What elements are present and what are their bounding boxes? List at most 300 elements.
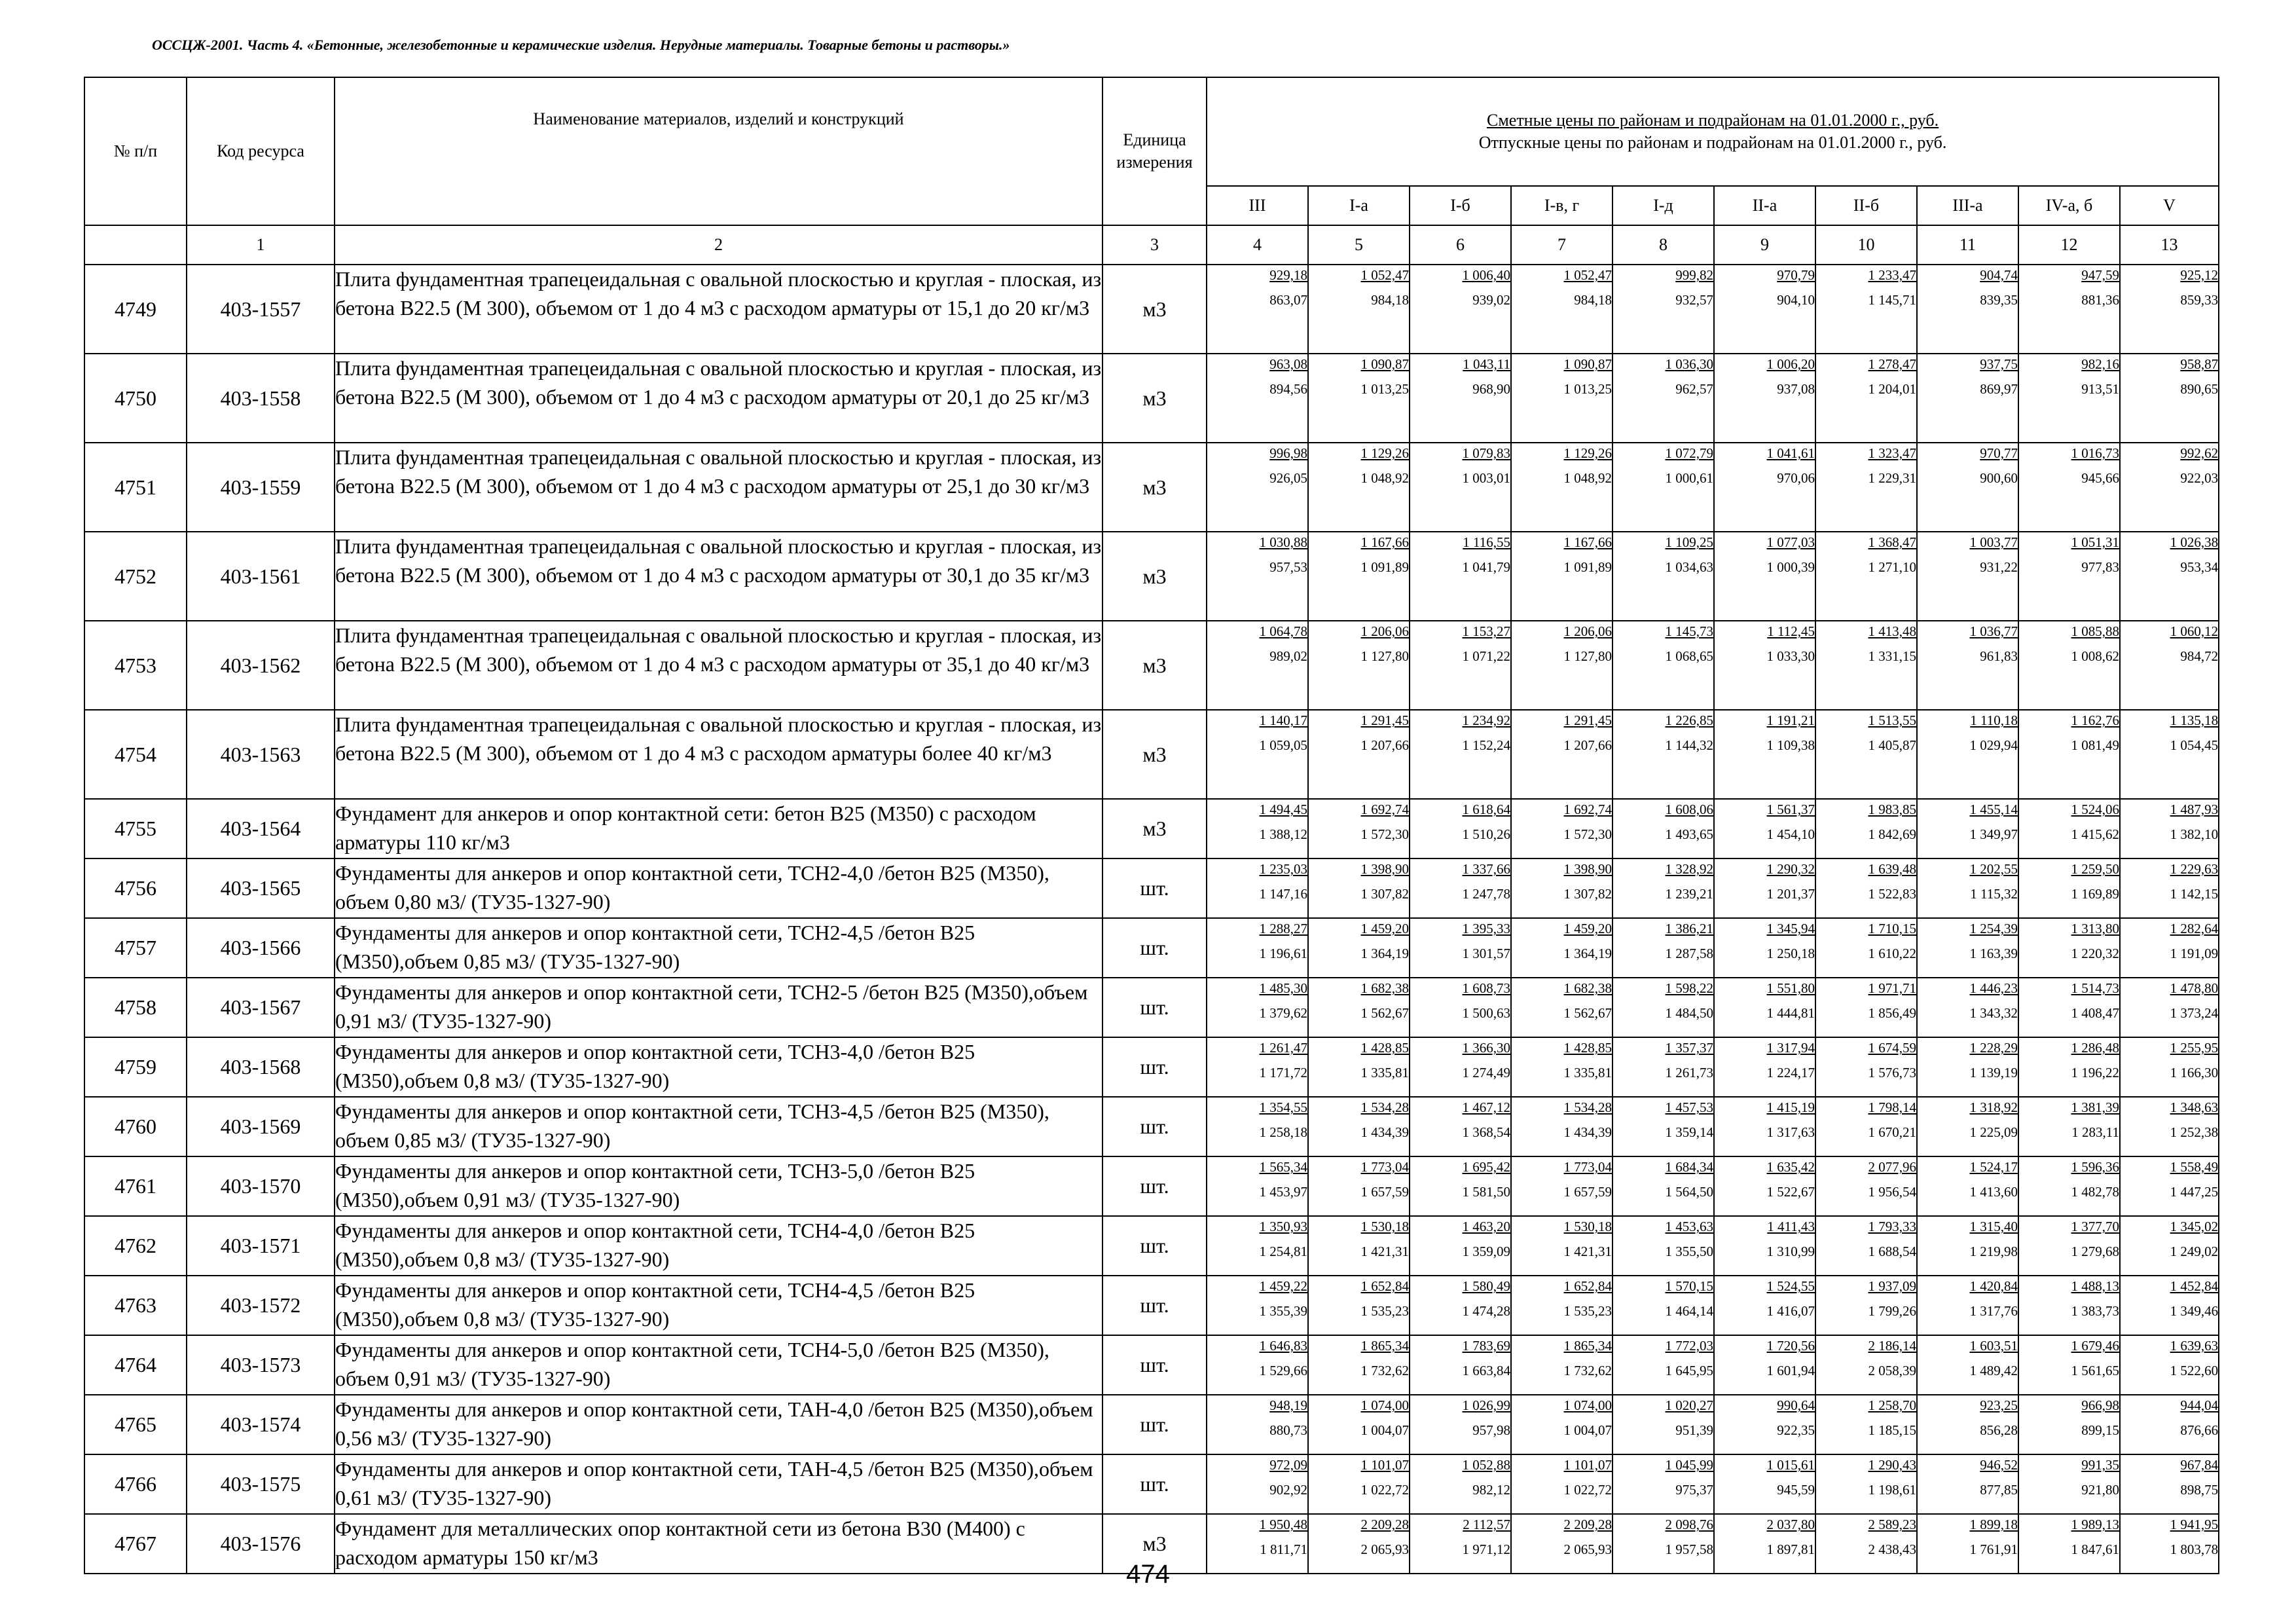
estimate-price: 1 608,06 (1665, 802, 1713, 817)
release-price: 1 310,99 (1766, 1243, 1815, 1259)
release-price: 1 657,59 (1563, 1183, 1612, 1200)
price-cell (1714, 978, 1815, 1037)
estimate-price: 2 037,80 (1766, 1517, 1815, 1532)
estimate-price: 1 030,88 (1259, 534, 1307, 550)
region-header: II-б (1815, 186, 1917, 225)
release-price: 1 413,60 (1969, 1183, 2018, 1200)
estimate-price: 1 233,47 (1868, 267, 1916, 283)
estimate-price: 1 116,55 (1463, 534, 1510, 550)
price-cell (1207, 1276, 1308, 1335)
release-price: 1 349,46 (2170, 1302, 2219, 1319)
price-cell (1410, 1335, 1511, 1395)
estimate-price: 1 413,48 (1868, 623, 1916, 639)
release-price: 1 562,67 (1563, 1005, 1612, 1021)
release-price: 922,35 (1777, 1422, 1815, 1438)
price-cell (1207, 799, 1308, 858)
release-price: 1 364,19 (1360, 945, 1409, 961)
price-cell (1815, 265, 1917, 354)
price-cell (1613, 1156, 1714, 1216)
resource-code: 403-1565 (187, 858, 335, 918)
row-number: 4752 (84, 532, 187, 621)
estimate-price: 1 229,63 (2170, 861, 2219, 877)
price-cell (1613, 1216, 1714, 1276)
release-price: 1 317,76 (1969, 1302, 2018, 1319)
row-number: 4749 (84, 265, 187, 354)
table-row (84, 1335, 2219, 1395)
release-price: 1 054,45 (2170, 737, 2219, 753)
resource-code: 403-1566 (187, 918, 335, 978)
estimate-price: 1 072,79 (1665, 445, 1713, 461)
estimate-price: 1 015,61 (1766, 1457, 1815, 1473)
estimate-price: 1 350,93 (1259, 1219, 1307, 1234)
price-cell (1410, 532, 1511, 621)
release-price: 1 434,39 (1563, 1124, 1612, 1140)
price-cell (1714, 1454, 1815, 1514)
release-price: 984,18 (1574, 291, 1612, 308)
column-number-empty (84, 225, 187, 265)
column-number: 1 (187, 225, 335, 265)
estimate-price: 1 226,85 (1665, 712, 1713, 728)
release-price: 1 799,26 (1868, 1302, 1916, 1319)
release-price: 1 368,54 (1462, 1124, 1510, 1140)
estimate-price: 1 052,47 (1360, 267, 1409, 283)
release-price: 1 000,39 (1766, 559, 1815, 575)
release-price: 1 185,15 (1868, 1422, 1916, 1438)
release-price: 1 331,15 (1868, 648, 1916, 664)
table-row (84, 1097, 2219, 1156)
release-price: 1 379,62 (1259, 1005, 1307, 1021)
price-cell (2018, 1395, 2120, 1454)
release-price: 1 249,02 (2170, 1243, 2219, 1259)
column-number: 5 (1308, 225, 1410, 265)
region-header: V (2120, 186, 2219, 225)
release-price: 1 225,09 (1969, 1124, 2018, 1140)
material-name: Фундамент для металлических опор контактной сети из бетона В30 (М400) с расходом арматуры 150 кг/м3 (335, 1514, 1102, 1574)
unit-cell: шт. (1102, 918, 1207, 978)
price-cell (1917, 443, 2018, 532)
release-price: 2 058,39 (1868, 1362, 1916, 1378)
estimate-price: 1 467,12 (1462, 1099, 1510, 1115)
estimate-price: 1 428,85 (1563, 1040, 1612, 1056)
estimate-price: 991,35 (2081, 1457, 2119, 1473)
price-cell (2120, 799, 2219, 858)
release-price: 1 688,54 (1868, 1243, 1916, 1259)
release-price: 1 421,31 (1360, 1243, 1409, 1259)
table-row (84, 858, 2219, 918)
release-price: 1 500,63 (1462, 1005, 1510, 1021)
price-cell (1917, 710, 2018, 799)
estimate-price: 1 937,09 (1868, 1278, 1916, 1294)
unit-cell: м3 (1102, 1514, 1207, 1574)
release-price: 1 572,30 (1563, 826, 1612, 842)
material-name: Плита фундаментная трапецеидальная с овальной плоскостью и круглая - плоская, из бетона В22.5 (М 300), объемом от 1 до 4 м3 с расходом арматуры от 25,1 до 30 кг/м3 (335, 443, 1102, 532)
price-cell (2018, 918, 2120, 978)
row-number: 4760 (84, 1097, 187, 1156)
unit-cell: шт. (1102, 858, 1207, 918)
column-number: 4 (1207, 225, 1308, 265)
price-cell (1308, 532, 1410, 621)
estimate-price: 963,08 (1269, 356, 1307, 372)
price-cell (1714, 710, 1815, 799)
release-price: 1 307,82 (1563, 885, 1612, 902)
resource-code: 403-1571 (187, 1216, 335, 1276)
region-header: III (1207, 186, 1308, 225)
estimate-price: 1 639,63 (2170, 1338, 2219, 1354)
price-cell (2018, 1454, 2120, 1514)
price-cell (1511, 1454, 1613, 1514)
estimate-price: 1 077,03 (1766, 534, 1815, 550)
price-cell (1613, 265, 1714, 354)
estimate-price: 972,09 (1269, 1457, 1307, 1473)
header-regions (1207, 77, 2219, 186)
estimate-price: 999,82 (1675, 267, 1713, 283)
price-cell (1308, 710, 1410, 799)
price-cell (1815, 1037, 1917, 1097)
table-row (84, 1454, 2219, 1514)
release-price: 1 229,31 (1868, 470, 1916, 486)
release-price: 1 732,62 (1360, 1362, 1409, 1378)
release-price: 1 421,31 (1563, 1243, 1612, 1259)
estimate-price: 1 345,02 (2170, 1219, 2219, 1234)
material-name: Фундаменты для анкеров и опор контактной сети, ТСН2-5 /бетон В25 (М350),объем 0,91 м3/ (ТУ35-1327-90) (335, 978, 1102, 1037)
price-cell (1511, 1335, 1613, 1395)
release-price: 2 065,93 (1563, 1541, 1612, 1557)
unit-cell: шт. (1102, 1156, 1207, 1216)
row-number: 4758 (84, 978, 187, 1037)
material-name: Фундаменты для анкеров и опор контактной сети, ТСН4-5,0 /бетон В25 (М350), объем 0,91 м3/ (ТУ35-1327-90) (335, 1335, 1102, 1395)
row-number: 4765 (84, 1395, 187, 1454)
release-price: 1 283,11 (2071, 1124, 2119, 1140)
resource-code: 403-1576 (187, 1514, 335, 1574)
material-name: Плита фундаментная трапецеидальная с овальной плоскостью и круглая - плоская, из бетона В22.5 (М 300), объемом от 1 до 4 м3 с расходом арматуры от 15,1 до 20 кг/м3 (335, 265, 1102, 354)
release-price: 1 355,39 (1259, 1302, 1307, 1319)
estimate-price: 944,04 (2180, 1397, 2219, 1413)
estimate-price: 1 524,06 (2071, 802, 2119, 817)
price-cell (1714, 1037, 1815, 1097)
estimate-price: 1 565,34 (1259, 1159, 1307, 1175)
estimate-price: 1 060,12 (2170, 623, 2219, 639)
price-cell (2120, 858, 2219, 918)
table-row (84, 1395, 2219, 1454)
price-cell (1613, 1097, 1714, 1156)
release-price: 1 034,63 (1665, 559, 1713, 575)
price-cell (2018, 1156, 2120, 1216)
estimate-price: 1 411,43 (1767, 1219, 1815, 1234)
release-price: 1 645,95 (1665, 1362, 1713, 1378)
price-cell (1410, 858, 1511, 918)
price-cell (2120, 978, 2219, 1037)
price-cell (1511, 858, 1613, 918)
price-cell (1714, 1097, 1815, 1156)
estimate-price: 1 006,40 (1462, 267, 1510, 283)
estimate-price: 1 258,70 (1868, 1397, 1916, 1413)
release-price: 1 022,72 (1360, 1481, 1409, 1498)
material-name: Плита фундаментная трапецеидальная с овальной плоскостью и круглая - плоская, из бетона В22.5 (М 300), объемом от 1 до 4 м3 с расходом арматуры от 20,1 до 25 кг/м3 (335, 354, 1102, 443)
release-price: 899,15 (2081, 1422, 2119, 1438)
release-price: 1 048,92 (1563, 470, 1612, 486)
price-cell (1714, 621, 1815, 710)
estimate-price: 1 112,45 (1767, 623, 1815, 639)
estimate-price: 1 415,19 (1766, 1099, 1815, 1115)
release-price: 1 529,66 (1259, 1362, 1307, 1378)
estimate-price: 1 772,03 (1665, 1338, 1713, 1354)
estimate-price: 1 288,27 (1259, 921, 1307, 936)
estimate-price: 937,75 (1980, 356, 2018, 372)
price-cell (1207, 1395, 1308, 1454)
price-cell (1511, 1395, 1613, 1454)
release-price: 1 434,39 (1360, 1124, 1409, 1140)
estimate-price: 1 377,70 (2071, 1219, 2119, 1234)
release-price: 1 091,89 (1360, 559, 1409, 575)
release-price: 1 145,71 (1868, 291, 1916, 308)
release-price: 1 897,81 (1766, 1541, 1815, 1557)
price-cell (1714, 443, 1815, 532)
release-price: 1 453,97 (1259, 1183, 1307, 1200)
estimate-price: 1 259,50 (2071, 861, 2119, 877)
release-price: 961,83 (1980, 648, 2018, 664)
price-cell (1207, 621, 1308, 710)
estimate-price: 1 167,66 (1563, 534, 1612, 550)
release-price: 1 847,61 (2071, 1541, 2119, 1557)
estimate-price: 1 090,87 (1563, 356, 1612, 372)
price-cell (1410, 710, 1511, 799)
estimate-price: 1 899,18 (1969, 1517, 2018, 1532)
price-cell (1410, 799, 1511, 858)
release-price: 953,34 (2180, 559, 2219, 575)
release-price: 1 142,15 (2170, 885, 2219, 902)
resource-code: 403-1569 (187, 1097, 335, 1156)
price-cell (1613, 918, 1714, 978)
price-cell (1613, 443, 1714, 532)
release-price: 880,73 (1269, 1422, 1307, 1438)
release-price: 977,83 (2081, 559, 2119, 575)
price-cell (1207, 710, 1308, 799)
estimate-price: 1 695,42 (1462, 1159, 1510, 1175)
price-cell (1410, 978, 1511, 1037)
price-cell (1815, 799, 1917, 858)
release-price: 1 564,50 (1665, 1183, 1713, 1200)
price-cell (1815, 621, 1917, 710)
price-cell (2120, 354, 2219, 443)
unit-cell: шт. (1102, 1037, 1207, 1097)
release-price: 1 003,01 (1462, 470, 1510, 486)
price-cell (1410, 1216, 1511, 1276)
resource-code: 403-1572 (187, 1276, 335, 1335)
release-price: 1 279,68 (2071, 1243, 2119, 1259)
price-cell (1511, 978, 1613, 1037)
release-price: 1 048,92 (1360, 470, 1409, 486)
header-row-no: № п/п (84, 77, 187, 225)
table-row (84, 978, 2219, 1037)
estimate-price: 1 036,30 (1665, 356, 1713, 372)
price-cell (1207, 1097, 1308, 1156)
release-price: 1 484,50 (1665, 1005, 1713, 1021)
price-cell (1815, 1216, 1917, 1276)
estimate-price: 970,79 (1777, 267, 1815, 283)
price-cell (1308, 443, 1410, 532)
price-cell (1511, 443, 1613, 532)
release-price: 1 811,71 (1260, 1541, 1307, 1557)
estimate-price: 1 045,99 (1665, 1457, 1713, 1473)
price-cell (1815, 1454, 1917, 1514)
estimate-price: 1 357,37 (1665, 1040, 1713, 1056)
release-price: 1 196,22 (2071, 1064, 2119, 1080)
release-price: 1 444,81 (1766, 1005, 1815, 1021)
unit-cell: м3 (1102, 265, 1207, 354)
price-cell (2120, 1216, 2219, 1276)
resource-code: 403-1570 (187, 1156, 335, 1216)
price-cell (1207, 354, 1308, 443)
column-number: 10 (1815, 225, 1917, 265)
price-cell (1308, 1454, 1410, 1514)
release-price: 1 522,60 (2170, 1362, 2219, 1378)
release-price: 1 561,65 (2071, 1362, 2119, 1378)
release-price: 1 144,32 (1665, 737, 1713, 753)
estimate-price: 1 596,36 (2071, 1159, 2119, 1175)
estimate-price: 958,87 (2180, 356, 2219, 372)
estimate-price: 2 589,23 (1868, 1517, 1916, 1532)
price-cell (1511, 265, 1613, 354)
table-row (84, 265, 2219, 354)
price-cell (2120, 1037, 2219, 1097)
unit-cell: шт. (1102, 978, 1207, 1037)
price-cell (1917, 1276, 2018, 1335)
price-cell (2120, 265, 2219, 354)
release-price: 931,22 (1980, 559, 2018, 575)
release-price: 1 572,30 (1360, 826, 1409, 842)
release-price: 1 109,38 (1766, 737, 1815, 753)
release-price: 1 803,78 (2170, 1541, 2219, 1557)
estimate-price: 1 950,48 (1259, 1517, 1307, 1532)
release-price: 1 127,80 (1563, 648, 1612, 664)
release-price: 957,53 (1269, 559, 1307, 575)
estimate-price: 966,98 (2081, 1397, 2119, 1413)
release-price: 1 254,81 (1259, 1243, 1307, 1259)
price-cell (2018, 978, 2120, 1037)
material-name: Плита фундаментная трапецеидальная с овальной плоскостью и круглая - плоская, из бетона В22.5 (М 300), объемом от 1 до 4 м3 с расходом арматуры от 30,1 до 35 кг/м3 (335, 532, 1102, 621)
price-cell (1815, 443, 1917, 532)
table-row (84, 621, 2219, 710)
price-cell (1613, 710, 1714, 799)
release-price: 1 601,94 (1766, 1362, 1815, 1378)
estimate-price: 2 098,76 (1665, 1517, 1713, 1532)
column-number: 3 (1102, 225, 1207, 265)
price-cell (1714, 265, 1815, 354)
price-cell (1613, 799, 1714, 858)
release-price: 984,18 (1371, 291, 1409, 308)
estimate-price: 1 206,06 (1360, 623, 1409, 639)
estimate-price: 1 235,03 (1259, 861, 1307, 877)
resource-code: 403-1575 (187, 1454, 335, 1514)
price-cell (2120, 1335, 2219, 1395)
estimate-price: 2 112,57 (1463, 1517, 1510, 1532)
estimate-price: 1 710,15 (1868, 921, 1916, 936)
estimate-price: 1 290,32 (1766, 861, 1815, 877)
price-cell (1613, 1395, 1714, 1454)
price-cell (1308, 918, 1410, 978)
price-cell (1815, 1156, 1917, 1216)
price-cell (1815, 978, 1917, 1037)
estimate-price: 1 090,87 (1360, 356, 1409, 372)
estimate-price: 1 074,00 (1563, 1397, 1612, 1413)
price-cell (1511, 532, 1613, 621)
row-number: 4757 (84, 918, 187, 978)
release-price: 1 382,10 (2170, 826, 2219, 842)
release-price: 1 856,49 (1868, 1005, 1916, 1021)
estimate-price: 1 282,64 (2170, 921, 2219, 936)
resource-code: 403-1564 (187, 799, 335, 858)
estimate-price: 1 317,94 (1766, 1040, 1815, 1056)
estimate-price: 1 109,25 (1665, 534, 1713, 550)
estimate-price: 1 534,28 (1563, 1099, 1612, 1115)
estimate-price: 948,19 (1269, 1397, 1307, 1413)
estimate-price: 1 989,13 (2071, 1517, 2119, 1532)
release-price: 900,60 (1980, 470, 2018, 486)
estimate-price: 1 020,27 (1665, 1397, 1713, 1413)
price-cell (1410, 354, 1511, 443)
release-price: 1 252,38 (2170, 1124, 2219, 1140)
row-number: 4767 (84, 1514, 187, 1574)
unit-cell: шт. (1102, 1216, 1207, 1276)
estimate-price: 1 043,11 (1463, 356, 1510, 372)
release-price: 1 239,21 (1665, 885, 1713, 902)
price-cell (2120, 532, 2219, 621)
price-cell (1308, 799, 1410, 858)
estimate-price: 1 551,80 (1766, 980, 1815, 996)
region-header: II-а (1714, 186, 1815, 225)
price-cell (1714, 1156, 1815, 1216)
release-price: 1 250,18 (1766, 945, 1815, 961)
estimate-price: 1 580,49 (1462, 1278, 1510, 1294)
release-price: 1 152,24 (1462, 737, 1510, 753)
unit-cell: шт. (1102, 1276, 1207, 1335)
estimate-price: 1 074,00 (1360, 1397, 1409, 1413)
release-price: 1 166,30 (2170, 1064, 2219, 1080)
material-name: Фундаменты для анкеров и опор контактной сети, ТСН2-4,5 /бетон В25 (М350),объем 0,85 м3/ (ТУ35-1327-90) (335, 918, 1102, 978)
table-row (84, 710, 2219, 799)
release-price: 1 405,87 (1868, 737, 1916, 753)
estimate-price: 1 323,47 (1868, 445, 1916, 461)
estimate-price: 1 006,20 (1766, 356, 1815, 372)
row-number: 4756 (84, 858, 187, 918)
page-number: 474 (1126, 1560, 1170, 1589)
price-cell (1410, 1097, 1511, 1156)
release-price: 1 004,07 (1563, 1422, 1612, 1438)
release-price: 939,02 (1472, 291, 1510, 308)
price-cell (1308, 1097, 1410, 1156)
release-price: 962,57 (1675, 380, 1713, 397)
release-price: 1 971,12 (1462, 1541, 1510, 1557)
estimate-price: 1 129,26 (1563, 445, 1612, 461)
material-name: Фундаменты для анкеров и опор контактной сети, ТСН2-4,0 /бетон В25 (М350), объем 0,80 м3/ (ТУ35-1327-90) (335, 858, 1102, 918)
release-price: 1 761,91 (1969, 1541, 2018, 1557)
release-price: 1 000,61 (1665, 470, 1713, 486)
price-cell (1410, 265, 1511, 354)
price-cell (2018, 1037, 2120, 1097)
release-price: 1 663,84 (1462, 1362, 1510, 1378)
price-cell (1714, 532, 1815, 621)
release-price: 922,03 (2180, 470, 2219, 486)
table-row (84, 799, 2219, 858)
estimate-price: 1 003,77 (1969, 534, 2018, 550)
unit-cell: м3 (1102, 710, 1207, 799)
release-price: 1 307,82 (1360, 885, 1409, 902)
column-number: 6 (1410, 225, 1511, 265)
estimate-price: 1 682,38 (1563, 980, 1612, 996)
price-cell (1207, 918, 1308, 978)
estimate-price: 1 453,63 (1665, 1219, 1713, 1234)
release-price: 1 198,61 (1868, 1481, 1916, 1498)
